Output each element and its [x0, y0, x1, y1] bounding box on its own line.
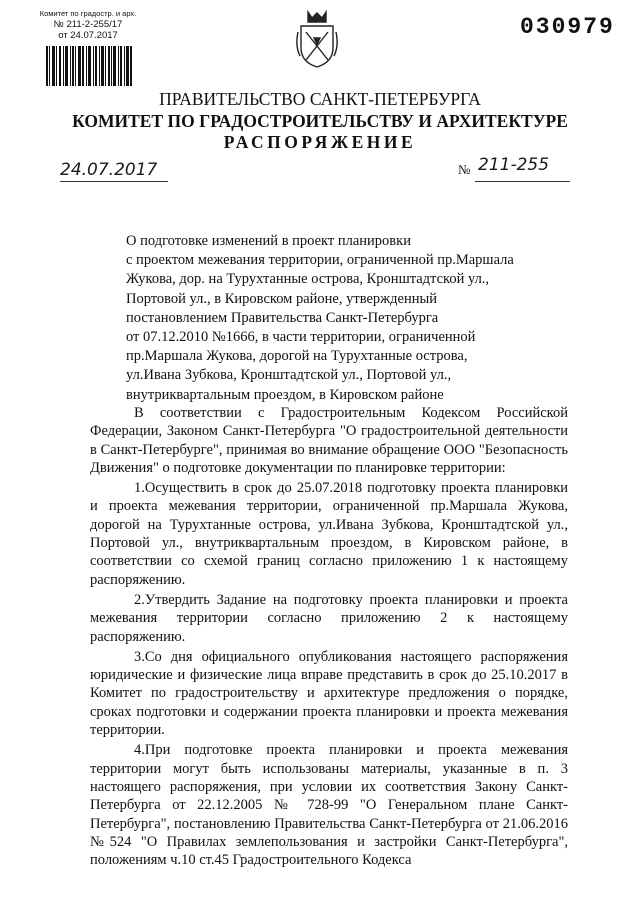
- clause-4: 4.При подготовке проекта планировки и проекта межевания территории могут быть использованы материалы, указанные в п. 3 настоящего распоряжения, при условии их соответствия Закону Санкт-Петербурга от 22.12.2005 № 728-99 "О Генеральном плане Санкт-Петербурга", постановлению Правительства Санкт-Петербурга от 21.06.2016 №524 "О Правилах землепользования и застройки Санкт-Петербурга", положениям ч.10 ст.45 Градостроительного Кодекса: [90, 742, 568, 869]
- clause-2: 2.Утвердить Задание на подготовку проекта планировки и проекта межевания территории согласно приложению 2 к настоящему распоряжению.: [90, 591, 568, 645]
- subject-line: постановлением Правительства Санкт-Петербурга: [126, 309, 439, 326]
- document-serial-number: 030979: [520, 14, 615, 40]
- subject-line: Жукова, дор. на Турухтанные острова, Кронштадтской ул.,: [126, 271, 490, 288]
- subject-line: с проектом межевания территории, ограниченной пр.Маршала: [126, 252, 514, 269]
- preamble-paragraph: В соответствии с Градостроительным Кодексом Российской Федерации, Законом Санкт-Петербурга "О градостроительной деятельности в Санкт-Петербурге", принимая во внимание обращение ООО "Безопасность Движения" о подготовке документации по планировке территории:: [90, 405, 568, 476]
- subject-line: О подготовке изменений в проект планировки: [126, 233, 411, 249]
- number-underline: [475, 181, 570, 182]
- registration-stamp: [38, 8, 138, 41]
- number-label: №: [458, 162, 471, 177]
- document-subject: [126, 232, 566, 405]
- subject-line: Портовой ул., в Кировском районе, утвержденный: [126, 290, 437, 307]
- subject-line: внутриквартальным проездом, в Кировском районе: [126, 386, 444, 403]
- stamp-committee: Комитет по градостр. и арх.: [39, 9, 137, 18]
- subject-line: ул.Ивана Зубкова, Кронштадтской ул., Портовой ул.,: [126, 367, 452, 384]
- barcode: [46, 46, 132, 86]
- saint-petersburg-coat-of-arms-icon: [294, 8, 340, 70]
- stamp-date: от 24.07.2017: [58, 30, 118, 41]
- document-body: [90, 404, 568, 869]
- government-title: ПРАВИТЕЛЬСТВО САНКТ-ПЕТЕРБУРГА: [159, 89, 481, 109]
- subject-line: пр.Маршала Жукова, дорогой на Турухтанные острова,: [126, 348, 468, 365]
- date-underline: [60, 181, 168, 182]
- subject-line: от 07.12.2010 №1666, в части территории, ограниченной: [126, 329, 476, 346]
- handwritten-date: 24.07.2017: [60, 160, 158, 180]
- handwritten-number: 211-255: [478, 155, 550, 175]
- clause-1: 1.Осуществить в срок до 25.07.2018 подготовку проекта планировки и проекта межевания территории, ограниченной пр.Маршала Жукова, дорогой на Турухтанные острова, ул.Ивана Зубкова, Кронштадтской ул., Портовой ул., внутриквартальным проездом, в Кировском районе, в соответствии со схемой границ согласно приложению 1 к настоящему распоряжению.: [90, 480, 568, 588]
- clause-3: 3.Со дня официального опубликования настоящего распоряжения юридические и физические лица вправе представить в срок до 25.10.2017 в Комитет по градостроительству и архитектуре предложения о порядке, сроках подготовки и содержании проекта планировки и проекта межевания территории.: [90, 648, 568, 739]
- document-type-title: РАСПОРЯЖЕНИЕ: [223, 132, 417, 152]
- stamp-number: № 211-2-255/17: [53, 19, 123, 30]
- committee-title: КОМИТЕТ ПО ГРАДОСТРОИТЕЛЬСТВУ И АРХИТЕКТУРЕ: [72, 111, 568, 131]
